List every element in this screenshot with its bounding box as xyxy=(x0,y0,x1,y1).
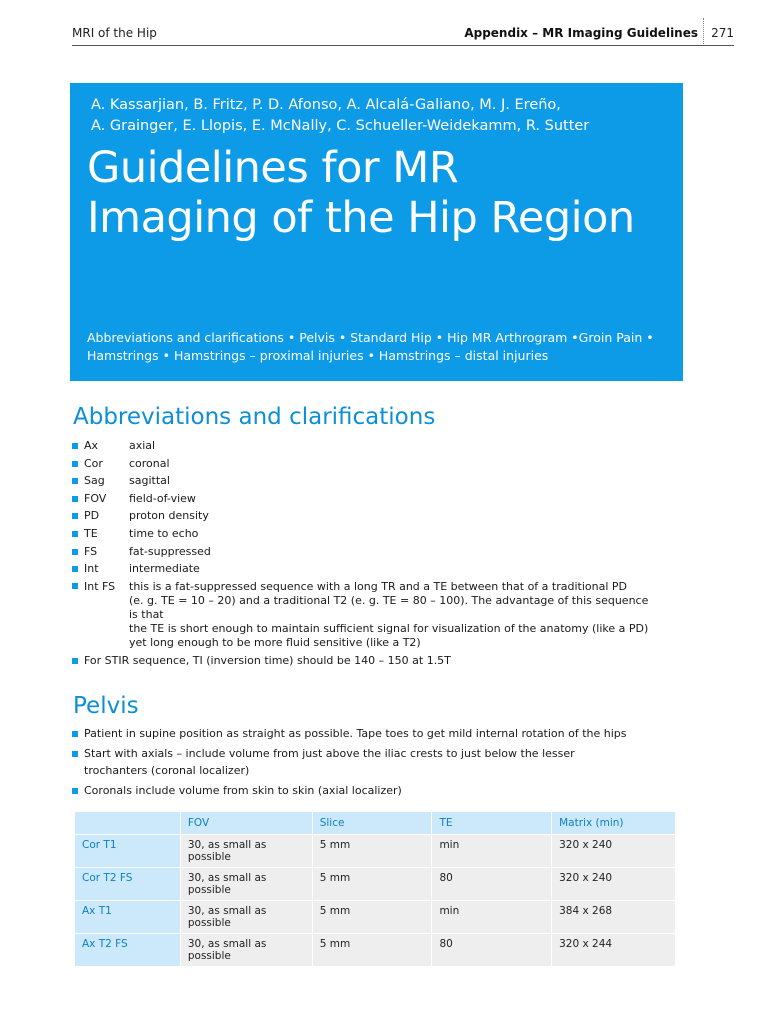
running-header xyxy=(72,24,734,46)
int-fs-line-1: this is a fat-suppressed sequence with a long TR and a TE between that of a traditional PD xyxy=(129,579,627,593)
bullet-icon xyxy=(72,658,78,664)
chapter-contents xyxy=(87,329,672,365)
pelvis-instruction: Start with axials – include volume from just above the iliac crests to just below the lesser trochanters (coronal localizer) xyxy=(84,746,575,778)
abbreviation-code: Ax xyxy=(84,439,99,452)
sequence-name: Cor T1 xyxy=(75,835,180,867)
slice-cell: 5 mm xyxy=(313,835,432,867)
list-item xyxy=(72,543,692,561)
column-header-te: TE xyxy=(432,812,551,834)
abbreviation-definition: sagittal xyxy=(129,474,170,488)
author-list xyxy=(91,95,589,137)
te-cell: 80 xyxy=(432,934,551,966)
abbreviation-code: FS xyxy=(84,544,98,558)
table-header-corner xyxy=(75,812,180,834)
fov-cell: 30, as small as possible xyxy=(181,868,312,900)
abbreviation-definition: coronal xyxy=(129,456,170,470)
pelvis-instruction: Patient in supine position as straight as possible. Tape toes to get mild internal rotation of the hips xyxy=(84,727,627,740)
list-item xyxy=(72,490,692,508)
pelvis-list xyxy=(72,725,632,801)
title-banner xyxy=(70,83,683,381)
bullet-icon xyxy=(72,731,78,737)
list-item xyxy=(72,525,692,543)
abbreviation-code: TE xyxy=(84,526,98,540)
running-header-divider xyxy=(703,18,704,44)
column-header-slice: Slice xyxy=(313,812,432,834)
chapter-title-line-2: Imaging of the Hip Region xyxy=(87,193,635,243)
te-cell: min xyxy=(432,835,551,867)
pelvis-parameters-table xyxy=(74,811,676,967)
bullet-icon xyxy=(72,496,78,502)
abbreviation-code: Int FS xyxy=(84,579,116,593)
fov-cell: 30, as small as possible xyxy=(181,901,312,933)
abbreviation-definition: fat-suppressed xyxy=(129,544,211,558)
table-row xyxy=(75,934,675,966)
running-header-book-title: MRI of the Hip xyxy=(72,26,157,40)
table-row xyxy=(75,868,675,900)
pelvis-heading: Pelvis xyxy=(73,693,139,719)
table-row xyxy=(75,901,675,933)
chapter-title-line-1: Guidelines for MR xyxy=(87,143,459,193)
bullet-icon xyxy=(72,461,78,467)
sequence-name: Ax T2 FS xyxy=(75,934,180,966)
bullet-icon xyxy=(72,478,78,484)
abbreviation-definition: time to echo xyxy=(129,526,199,540)
sequence-name: Cor T2 FS xyxy=(75,868,180,900)
matrix-cell: 320 x 240 xyxy=(552,835,675,867)
abbreviation-definition: field-of-view xyxy=(129,491,196,505)
bullet-icon xyxy=(72,566,78,572)
int-fs-line-3: the TE is short enough to maintain sufficient signal for visualization of the anatomy (like a PD) xyxy=(129,621,649,635)
column-header-matrix: Matrix (min) xyxy=(552,812,675,834)
slice-cell: 5 mm xyxy=(313,868,432,900)
list-item xyxy=(72,782,632,800)
int-fs-definition xyxy=(129,580,649,650)
bullet-icon xyxy=(72,583,78,589)
page-number: 271 xyxy=(711,26,734,40)
list-item xyxy=(72,725,632,743)
table-row xyxy=(75,835,675,867)
chapter-title xyxy=(87,143,635,243)
fov-cell: 30, as small as possible xyxy=(181,835,312,867)
column-header-fov: FOV xyxy=(181,812,312,834)
abbreviation-code: FOV xyxy=(84,491,107,505)
list-item xyxy=(72,745,632,780)
list-item-stir-note xyxy=(72,652,692,670)
bullet-icon xyxy=(72,549,78,555)
abbreviation-code: PD xyxy=(84,509,100,523)
bullet-icon xyxy=(72,443,78,449)
bullet-icon xyxy=(72,751,78,757)
bullet-icon xyxy=(72,788,78,794)
chapter-contents-line-2: Hamstrings • Hamstrings – proximal injuries • Hamstrings – distal injuries xyxy=(87,348,549,363)
list-item xyxy=(72,472,692,490)
abbreviations-list xyxy=(72,437,692,669)
slice-cell: 5 mm xyxy=(313,901,432,933)
abbreviation-code: Cor xyxy=(84,456,103,470)
list-item xyxy=(72,560,692,578)
bullet-icon xyxy=(72,531,78,537)
chapter-contents-line-1: Abbreviations and clarifications • Pelvis • Standard Hip • Hip MR Arthrogram •Groin Pain • xyxy=(87,330,654,345)
abbreviation-definition: intermediate xyxy=(129,562,200,576)
list-item xyxy=(72,455,692,473)
running-header-section-title: Appendix – MR Imaging Guidelines xyxy=(464,26,698,40)
int-fs-line-4: yet long enough to be more fluid sensitive (like a T2) xyxy=(129,635,421,649)
fov-cell: 30, as small as possible xyxy=(181,934,312,966)
abbreviation-definition: proton density xyxy=(129,509,209,523)
matrix-cell: 384 x 268 xyxy=(552,901,675,933)
list-item-int-fs xyxy=(72,578,692,650)
slice-cell: 5 mm xyxy=(313,934,432,966)
bullet-icon xyxy=(72,513,78,519)
pelvis-instruction: Coronals include volume from skin to skin (axial localizer) xyxy=(84,783,402,797)
te-cell: 80 xyxy=(432,868,551,900)
author-line-2: A. Grainger, E. Llopis, E. McNally, C. Schueller-Weidekamm, R. Sutter xyxy=(91,118,590,134)
abbreviation-code: Sag xyxy=(84,474,105,488)
list-item xyxy=(72,507,692,525)
stir-note: For STIR sequence, TI (inversion time) should be 140 – 150 at 1.5T xyxy=(84,653,451,667)
abbreviation-definition: axial xyxy=(129,439,156,452)
author-line-1: A. Kassarjian, B. Fritz, P. D. Afonso, A. Alcalá-Galiano, M. J. Ereño, xyxy=(91,97,561,113)
table-header-row xyxy=(75,812,675,834)
matrix-cell: 320 x 244 xyxy=(552,934,675,966)
list-item xyxy=(72,437,692,455)
abbreviation-code: Int xyxy=(84,562,99,576)
int-fs-line-2: (e. g. TE = 10 – 20) and a traditional T2 (e. g. TE = 80 – 100). The advantage of this sequence is that xyxy=(129,593,649,621)
matrix-cell: 320 x 240 xyxy=(552,868,675,900)
te-cell: min xyxy=(432,901,551,933)
sequence-name: Ax T1 xyxy=(75,901,180,933)
abbreviations-heading: Abbreviations and clarifications xyxy=(73,404,436,430)
